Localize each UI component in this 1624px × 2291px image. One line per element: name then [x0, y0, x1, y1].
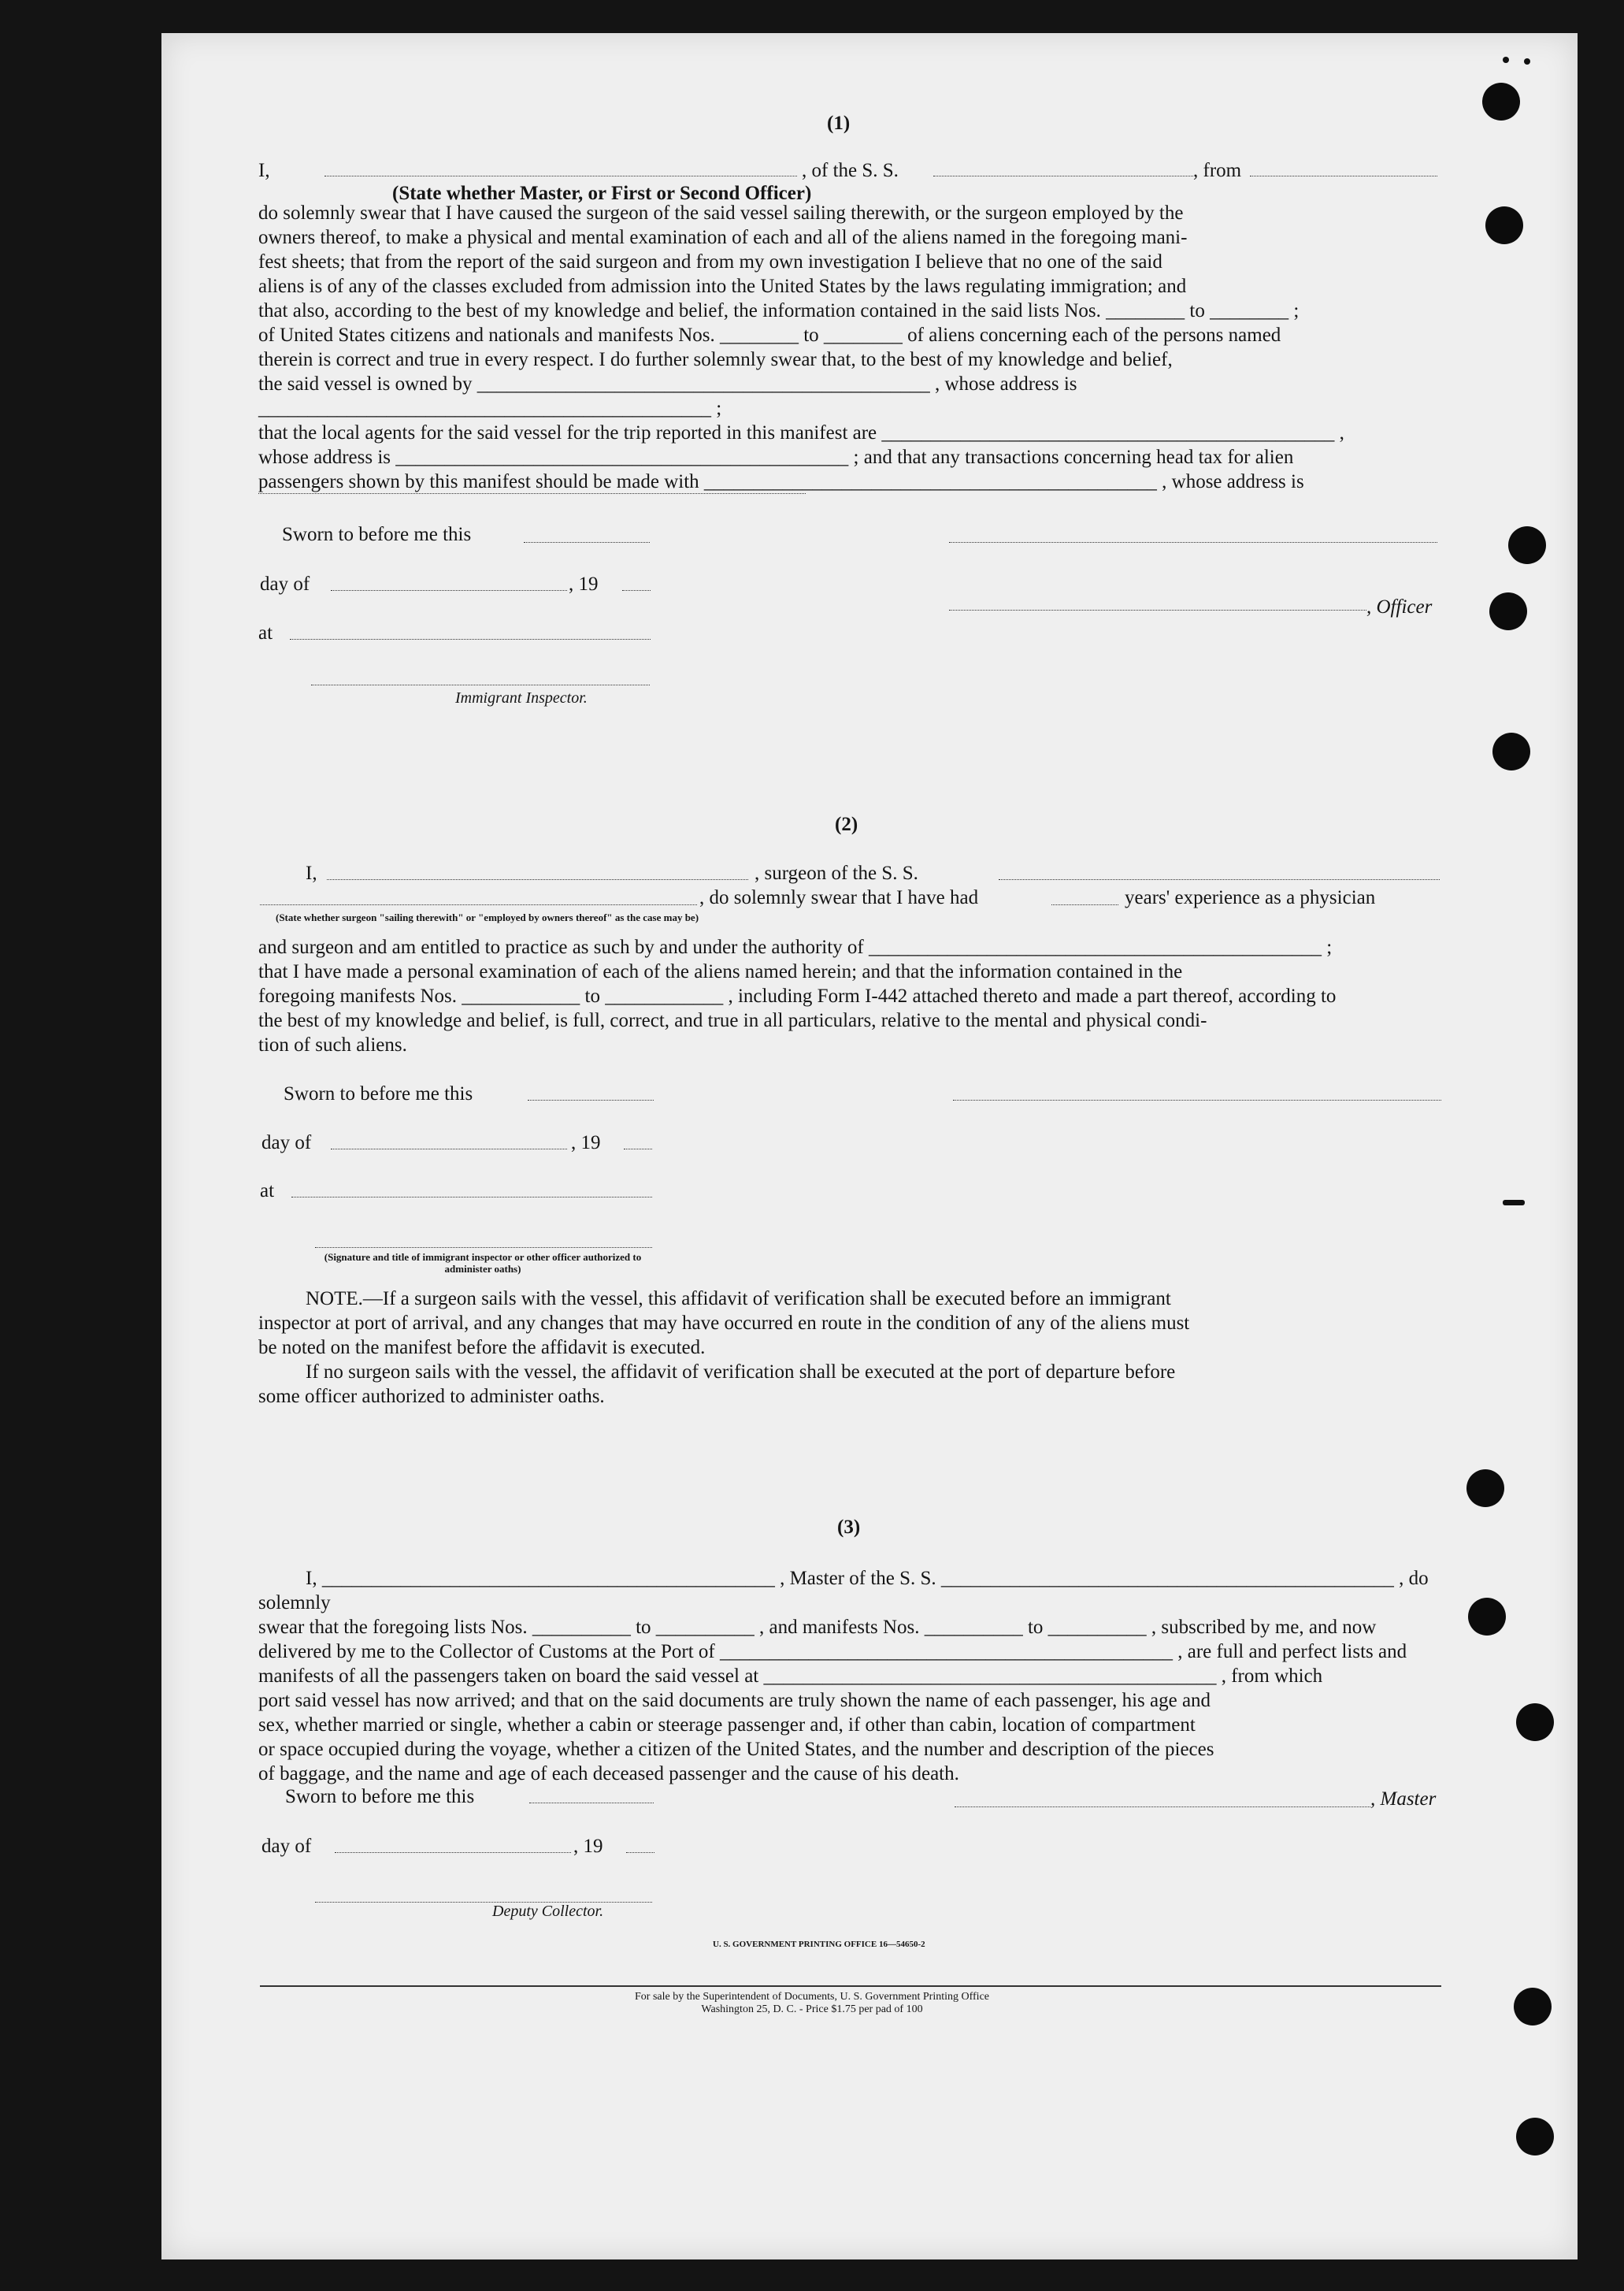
- s2-sworn-line[interactable]: [528, 1099, 654, 1101]
- s1-line: of United States citizens and nationals and manifests Nos. ________ to ________ of aliens concerning each of the persons named: [258, 325, 1281, 346]
- s2-day-line[interactable]: [331, 1148, 567, 1149]
- s2-note-line: [258, 1287, 1440, 1311]
- s3-line: I, ______________________________________________ , Master of the S. S. ______________________________________________ , do solemnly: [258, 1568, 1429, 1613]
- s3-day-of: day of: [261, 1836, 312, 1857]
- s3-line: swear that the foregoing lists Nos. __________ to __________ , and manifests Nos. __________ to __________ , subscribed by me, and now: [258, 1617, 1377, 1638]
- s1-line: owners thereof, to make a physical and mental examination of each and all of the aliens named in the foregoing mani-: [258, 227, 1188, 248]
- s2-surgeon-name-line[interactable]: [327, 878, 748, 880]
- footer-rule: [260, 1985, 1441, 1987]
- s2-year-line[interactable]: [624, 1148, 652, 1149]
- section3-body: [258, 1566, 1440, 1786]
- punch-hole: [1468, 1598, 1506, 1636]
- s2-line: the best of my knowledge and belief, is full, correct, and true in all particulars, relative to the mental and physical condi-: [258, 1010, 1207, 1031]
- s1-line: fest sheets; that from the report of the said surgeon and from my own investigation I believe that no one of the said: [258, 251, 1162, 273]
- s1-line: that the local agents for the said vessel for the trip reported in this manifest are ______________________________________________ ,: [258, 422, 1344, 444]
- s2-at-line[interactable]: [291, 1196, 652, 1197]
- s2-note-block: [258, 1287, 1440, 1409]
- s3-year-line[interactable]: [626, 1851, 654, 1853]
- s1-line: therein is correct and true in every respect. I do further solemnly swear that, to the best of my knowledge and belief,: [258, 349, 1173, 370]
- s1-signature-line[interactable]: [949, 541, 1437, 543]
- s3-sworn-line[interactable]: [529, 1802, 654, 1803]
- speck: [1503, 57, 1509, 63]
- s2-line: tion of such aliens.: [258, 1034, 407, 1056]
- s2-line: that I have made a personal examination of each of the aliens named herein; and that the information contained in the: [258, 961, 1183, 982]
- s2-status-note: (State whether surgeon "sailing therewith" or "employed by owners thereof" as the case may be): [276, 912, 699, 923]
- s3-line: port said vessel has now arrived; and that on the said documents are truly shown the name of each passenger, his age and: [258, 1690, 1211, 1711]
- s3-line: sex, whether married or single, whether a cabin or steerage passenger and, if other than cabin, location of compartment: [258, 1714, 1196, 1736]
- s3-collector: Deputy Collector.: [492, 1903, 604, 1920]
- s1-officer: , Officer: [1366, 596, 1433, 618]
- s1-year-line[interactable]: [622, 589, 651, 591]
- section1-heading: (1): [827, 113, 851, 134]
- ink-mark: [1503, 1200, 1525, 1205]
- s2-note-line: some officer authorized to administer oaths.: [258, 1386, 605, 1407]
- s1-inspector: Immigrant Inspector.: [455, 689, 588, 707]
- s1-i: I,: [258, 160, 270, 181]
- s3-line: manifests of all the passengers taken on board the said vessel at ______________________________________________ , from which: [258, 1665, 1323, 1687]
- section1-body: [258, 201, 1440, 494]
- s3-line: delivered by me to the Collector of Customs at the Port of ______________________________________________ , are full and perfect lists and: [258, 1641, 1407, 1662]
- s1-line: aliens is of any of the classes excluded from admission into the United States by the laws regulating immigration; and: [258, 276, 1187, 297]
- s2-official-line[interactable]: [315, 1246, 652, 1248]
- s1-sworn-line[interactable]: [524, 541, 650, 543]
- s2-sig-note: (Signature and title of immigrant inspector or other officer authorized to administer oaths): [324, 1251, 642, 1275]
- s2-swear: , do solemnly swear that I have had: [699, 887, 979, 908]
- s1-from-line[interactable]: [1250, 175, 1437, 176]
- s2-year: , 19: [571, 1132, 601, 1153]
- s2-years: years' experience as a physician: [1125, 887, 1376, 908]
- sale-line-1: For sale by the Superintendent of Documents, U. S. Government Printing Office: [635, 1991, 989, 2003]
- s1-officer-note: (State whether Master, or First or Second Officer): [392, 183, 812, 204]
- s1-at: at: [258, 622, 273, 644]
- s3-day-line[interactable]: [335, 1851, 571, 1853]
- s1-sworn: Sworn to before me this: [282, 524, 472, 545]
- s2-line: foregoing manifests Nos. ____________ to ____________ , including Form I-442 attached thereto and made a part thereof, according to: [258, 986, 1337, 1007]
- s2-line: and surgeon and am entitled to practice as such by and under the authority of ______________________________________________ ;: [258, 937, 1333, 958]
- speck: [1524, 58, 1530, 65]
- s2-note-line: be noted on the manifest before the affidavit is executed.: [258, 1337, 706, 1358]
- s3-year: , 19: [573, 1836, 603, 1857]
- s1-year: , 19: [569, 574, 599, 595]
- s2-note-label: NOTE.: [306, 1288, 363, 1309]
- s2-surgeon-label: , surgeon of the S. S.: [755, 863, 918, 884]
- s1-line: whose address is ______________________________________________ ; and that any transactions concerning head tax for alien: [258, 447, 1294, 468]
- s1-line: do solemnly swear that I have caused the surgeon of the said vessel sailing therewith, or the surgeon employed by the: [258, 202, 1184, 224]
- s1-at-line[interactable]: [290, 638, 651, 640]
- s3-master: , Master: [1370, 1788, 1437, 1810]
- s2-day-of: day of: [261, 1132, 312, 1153]
- s1-from-label: , from: [1193, 160, 1242, 181]
- punch-hole: [1489, 592, 1527, 630]
- s1-line: that also, according to the best of my knowledge and belief, the information contained in the said lists Nos. ________ to ________ ;: [258, 300, 1300, 321]
- s3-line: or space occupied during the voyage, whether a citizen of the United States, and the number and description of the pieces: [258, 1739, 1214, 1760]
- s2-note-line: If no surgeon sails with the vessel, the affidavit of verification shall be executed at the port of departure before: [306, 1361, 1176, 1383]
- s2-i: I,: [306, 863, 317, 884]
- s3-sworn: Sworn to before me this: [285, 1786, 475, 1807]
- section3-heading: (3): [837, 1517, 861, 1538]
- s1-officer-line[interactable]: [949, 609, 1366, 611]
- s2-ship-line[interactable]: [999, 878, 1440, 880]
- punch-hole: [1492, 733, 1530, 770]
- punch-hole: [1508, 526, 1546, 564]
- s2-years-line[interactable]: [1051, 904, 1118, 905]
- section2-body: [258, 935, 1440, 1057]
- s2-sworn: Sworn to before me this: [284, 1083, 473, 1105]
- s1-line: the said vessel is owned by ______________________________________________ , whose address is ______________________________________________ ;: [258, 373, 1077, 419]
- s1-ship-line[interactable]: [933, 175, 1193, 176]
- gpo-line: U. S. GOVERNMENT PRINTING OFFICE 16—54650-2: [713, 1940, 925, 1949]
- punch-hole: [1482, 83, 1520, 121]
- punch-hole: [1466, 1469, 1504, 1507]
- s2-at: at: [260, 1180, 275, 1201]
- s1-day-line[interactable]: [331, 589, 567, 591]
- sale-line-2: Washington 25, D. C. - Price $1.75 per pad of 100: [701, 2003, 923, 2015]
- s2-signature-line[interactable]: [953, 1099, 1441, 1101]
- s3-master-line[interactable]: [955, 1806, 1370, 1807]
- punch-hole: [1516, 2118, 1554, 2155]
- s2-note-text: —If a surgeon sails with the vessel, this affidavit of verification shall be executed before an immigrant: [362, 1288, 1171, 1309]
- s2-note-line: inspector at port of arrival, and any changes that may have occurred en route in the condition of any of the aliens must: [258, 1313, 1190, 1334]
- s1-ss-label: , of the S. S.: [802, 160, 899, 181]
- section2-heading: (2): [835, 814, 858, 835]
- s1-officer-name-line[interactable]: [324, 175, 797, 176]
- s3-line: of baggage, and the name and age of each deceased passenger and the cause of his death.: [258, 1763, 959, 1784]
- s1-address-line[interactable]: [258, 492, 806, 494]
- s1-line: passengers shown by this manifest should be made with ______________________________________________ , whose address is: [258, 471, 1304, 492]
- punch-hole: [1485, 206, 1523, 244]
- s2-status-line[interactable]: [260, 904, 697, 905]
- punch-hole: [1516, 1703, 1554, 1741]
- s1-inspector-line[interactable]: [311, 684, 650, 685]
- s1-day-of: day of: [260, 574, 310, 595]
